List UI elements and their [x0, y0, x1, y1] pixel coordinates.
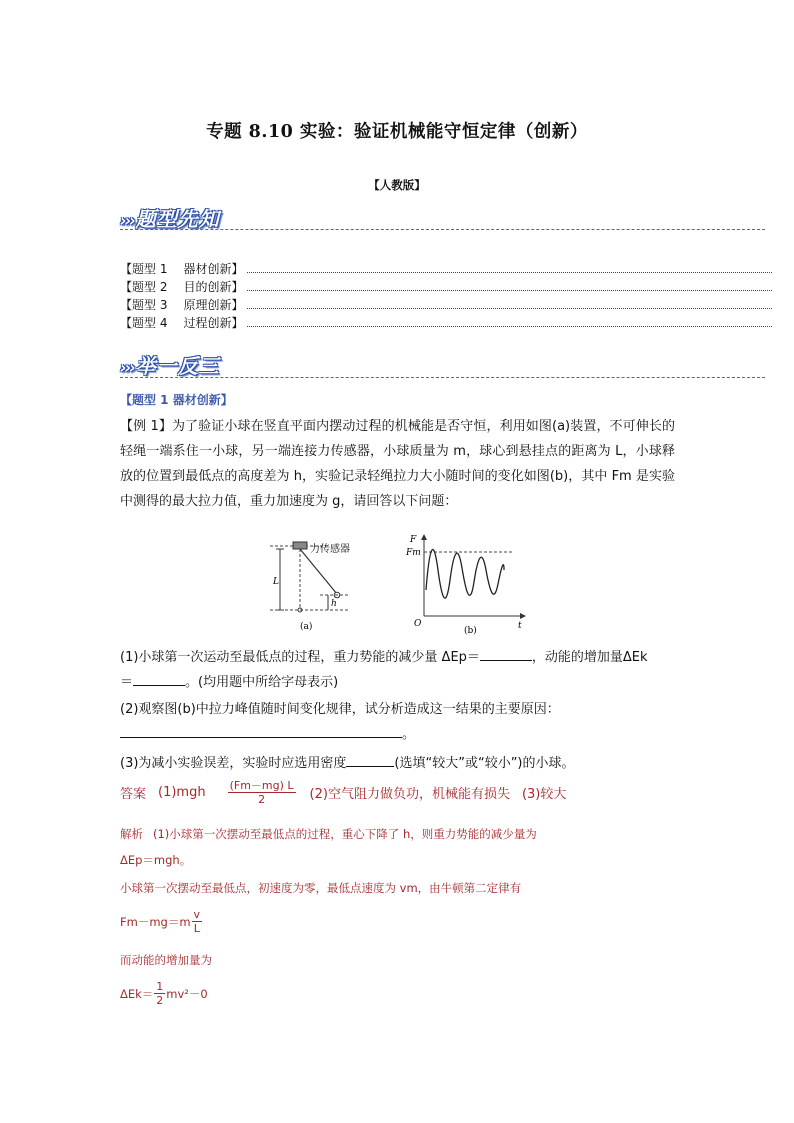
solution-line-2: ΔEp＝mgh。	[120, 853, 192, 867]
fraction-numerator: v	[193, 908, 201, 921]
banner-preview-text: 题型先知	[135, 207, 220, 231]
answer-blank[interactable]	[120, 723, 402, 738]
fraction-denominator: 2	[258, 793, 266, 806]
toc-item[interactable]	[120, 260, 772, 277]
solution-label: 解析	[120, 827, 143, 841]
divider	[120, 377, 765, 378]
ke-fraction	[154, 980, 165, 1007]
answer-3: (3)较大	[521, 787, 567, 802]
solution-line-6	[120, 980, 208, 1007]
fraction-numerator: 1	[156, 980, 164, 993]
edition-label: 【人教版】	[368, 178, 426, 192]
toc-item-name: 原理创新】	[183, 298, 244, 312]
example-paragraph	[120, 414, 675, 514]
page-title: 专题 8.10 实验：验证机械能守恒定律（创新）	[206, 122, 588, 142]
solution-line-4	[120, 908, 203, 935]
banner-practice	[120, 350, 220, 379]
q1-text-b: ，动能的增加量ΔEk	[531, 650, 648, 665]
answer-blank[interactable]	[480, 646, 532, 661]
force-curve	[426, 550, 504, 599]
fraction-denominator: 2	[156, 994, 164, 1007]
q1-text-a: (1)小球第一次运动至最低点的过程，重力势能的减少量 ΔEp＝	[120, 650, 480, 665]
label-O: O	[414, 619, 422, 629]
toc-leader	[247, 272, 772, 273]
answer-blank[interactable]	[133, 671, 185, 686]
force-sensor-icon	[293, 542, 307, 549]
question-1	[120, 645, 675, 695]
label-h: h	[331, 599, 337, 609]
answer-blank[interactable]	[346, 752, 394, 767]
answer-fraction	[228, 779, 296, 806]
toc-leader	[247, 290, 772, 291]
caption-b: (b)	[464, 626, 477, 636]
divider	[120, 229, 765, 230]
banner-arrows-icon: ›››	[120, 358, 134, 377]
toc-item-name: 器材创新】	[183, 262, 244, 276]
solution-line-5: 而动能的增加量为	[120, 953, 212, 967]
toc-item[interactable]	[120, 278, 772, 295]
newton-fraction	[192, 908, 203, 935]
label-L: L	[273, 577, 279, 587]
sensor-label: 力传感器	[310, 544, 350, 555]
solution-text-1: (1)小球第一次摆动至最低点的过程，重心下降了 h，则重力势能的减少量为	[153, 827, 537, 841]
answer-line	[120, 779, 566, 806]
question-2	[120, 697, 675, 747]
q1-text-d: 。(均用题中所给字母表示)	[185, 675, 339, 690]
q1-text-c: ＝	[120, 675, 134, 690]
toc-item-label: 【题型 3	[120, 298, 168, 312]
solution-line-1	[120, 826, 537, 842]
toc-item[interactable]	[120, 314, 772, 331]
axis-F: F	[410, 535, 417, 545]
fraction-denominator: L	[193, 922, 200, 935]
toc-leader	[247, 308, 772, 309]
toc-leader	[247, 326, 772, 327]
example-tag: 【例 1】	[120, 419, 172, 434]
answer-2: (2)空气阻力做负功，机械能有损失	[309, 787, 510, 802]
toc-item-label: 【题型 4	[120, 316, 168, 330]
ke-eq-left: ΔEk＝	[120, 986, 154, 1001]
section-heading: 【题型 1 器材创新】	[120, 393, 233, 407]
answer-label: 答案	[120, 787, 147, 802]
answer-1: (1)mgh	[158, 785, 206, 800]
caption-a: (a)	[300, 622, 313, 632]
question-3	[120, 751, 675, 776]
toc-item[interactable]	[120, 296, 772, 313]
banner-arrows-icon: ›››	[120, 211, 134, 230]
q3-text-b: (选填“较大”或“较小”)的小球。	[394, 756, 575, 771]
toc-item-name: 过程创新】	[183, 316, 244, 330]
q2-text: (2)观察图(b)中拉力峰值随时间变化规律，试分析造成这一结果的主要原因：	[120, 702, 560, 717]
ke-eq-right: mv²－0	[166, 986, 208, 1001]
toc-item-name: 目的创新】	[183, 280, 244, 294]
toc-item-label: 【题型 2	[120, 280, 168, 294]
q2-end: 。	[402, 727, 416, 742]
q3-text-a: (3)为减小实验误差，实验时应选用密度	[120, 756, 347, 771]
label-Fm: Fm	[406, 548, 421, 558]
toc-item-label: 【题型 1	[120, 262, 168, 276]
figure-b	[404, 530, 534, 636]
banner-practice-text: 举一反三	[135, 354, 220, 378]
example-text: 为了验证小球在竖直平面内摆动过程的机械能是否守恒，利用如图(a)装置，不可伸长的轻绳一端系住一小球，另一端连接力传感器，小球质量为 m，球心到悬挂点的距离为 L，小球释放的位置到最低点的高度差为 h，实验记录轻绳拉力大小随时间的变化如图(b)，其中 Fm 是实验中测得的最大拉力值，重力加速度为 g，请回答以下问题：	[120, 419, 675, 509]
banner-preview	[120, 203, 220, 232]
fraction-numerator: (Fm－mg) L	[229, 779, 294, 792]
newton-eq-left: Fm－mg＝m	[120, 914, 191, 929]
solution-line-3: 小球第一次摆动至最低点，初速度为零，最低点速度为 vm，由牛顿第二定律有	[120, 881, 522, 895]
axis-t: t	[518, 621, 522, 631]
